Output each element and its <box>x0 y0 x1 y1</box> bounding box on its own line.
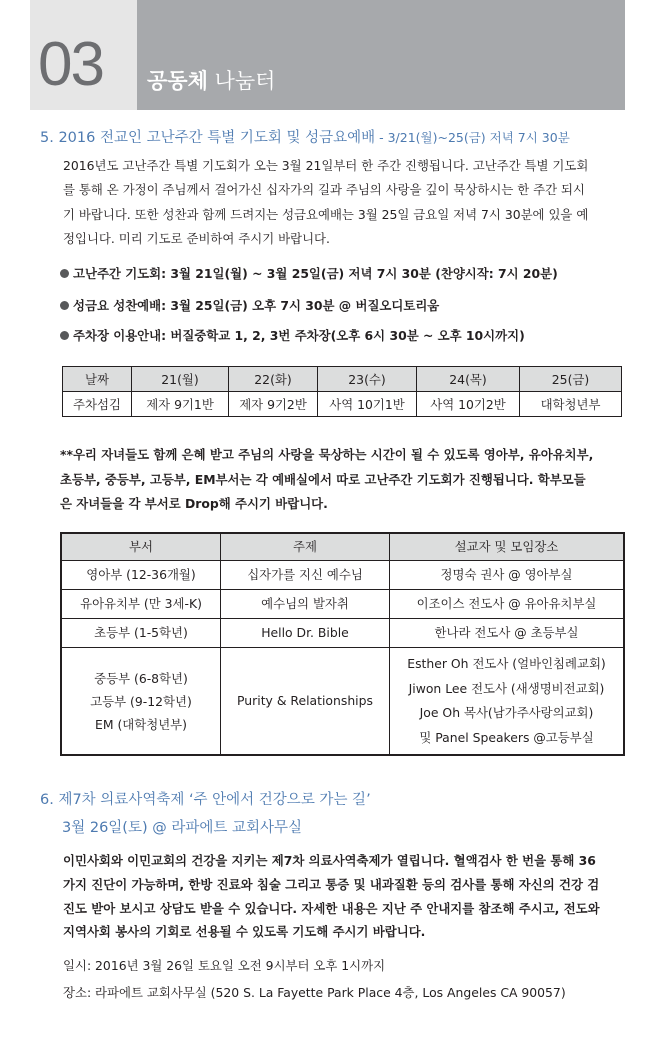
table-header-cell: 22(화) <box>229 367 318 392</box>
table-header-cell: 설교자 및 모임장소 <box>390 533 625 561</box>
paragraph-line: 진도 받아 보시고 상담도 받을 수 있습니다. 자세한 내용은 지난 주 안내지를 참조해 주시고, 전도와 <box>63 900 600 916</box>
note-line: 은 자녀들을 각 부서로 Drop해 주시기 바랍니다. <box>60 496 328 512</box>
bullet-item <box>60 297 439 315</box>
table-cell: 제자 9기1반 <box>132 392 229 417</box>
section-title <box>147 68 275 94</box>
table-header-cell: 날짜 <box>63 367 132 392</box>
bullet-dot-icon <box>60 269 69 278</box>
section-number-box <box>30 0 137 110</box>
paragraph-line: 이민사회와 이민교회의 건강을 지키는 제7차 의료사역축제가 열립니다. 혈액검사 한 번을 통해 36 <box>63 853 596 868</box>
table-cell: 영아부 (12-36개월) <box>61 561 221 590</box>
table-cell: 사역 10기1반 <box>318 392 417 417</box>
table-header-cell: 24(목) <box>417 367 520 392</box>
speaker-line: Jiwon Lee 전도사 (새생명비전교회) <box>408 680 605 696</box>
speaker-line: 및 Panel Speakers @고등부실 <box>419 729 594 745</box>
department-line: 고등부 (9-12학년) <box>90 693 192 709</box>
bullet-text: 주차장 이용안내: 버질중학교 1, 2, 3번 주차장(오후 6시 30분 ~ 오후 10시까지) <box>73 328 525 343</box>
table-cell: 예수님의 발자취 <box>221 590 390 619</box>
department-table <box>60 532 625 756</box>
paragraph-line: 지역사회 봉사의 기회로 선용될 수 있도록 기도해 주시기 바랍니다. <box>63 924 426 940</box>
table-cell: 초등부 (1-5학년) <box>61 619 221 648</box>
bullet-text: 성금요 성찬예배: 3월 25일(금) 오후 7시 30분 @ 버질오디토리움 <box>73 298 440 313</box>
section6-paragraph <box>63 849 633 944</box>
paragraph-line: 기 바랍니다. 또한 성찬과 함께 드려지는 성금요예배는 3월 25일 금요일 저녁 7시 30분에 있을 예 <box>63 206 589 222</box>
table-cell: 한나라 전도사 @ 초등부실 <box>390 619 625 648</box>
note-line: **우리 자녀들도 함께 은혜 받고 주님의 사랑을 묵상하는 시간이 될 수 있도록 영아부, 유아유치부, <box>60 447 594 462</box>
table-row <box>61 648 624 756</box>
section-title-bold: 공동체 <box>147 69 208 93</box>
section5-paragraph <box>63 154 633 252</box>
section-header <box>30 0 625 110</box>
table-cell: 십자가를 지신 예수님 <box>221 561 390 590</box>
table-header-cell: 23(수) <box>318 367 417 392</box>
department-line: EM (대학청년부) <box>95 716 187 732</box>
section6-subheading: 3월 26일(토) @ 라파에트 교회사무실 <box>62 820 303 836</box>
paragraph-line: 정입니다. 미리 기도로 준비하여 주시기 바랍니다. <box>63 231 330 247</box>
table-header-row <box>63 367 622 392</box>
table-cell: 주차섬김 <box>63 392 132 417</box>
event-datetime: 일시: 2016년 3월 26일 토요일 오전 9시부터 오후 1시까지 <box>63 958 386 973</box>
bullet-dot-icon <box>60 331 69 340</box>
table-cell: 대학청년부 <box>520 392 622 417</box>
table-header-cell: 주제 <box>221 533 390 561</box>
note-line: 초등부, 중등부, 고등부, EM부서는 각 예배실에서 따로 고난주간 기도회가 진행됩니다. 학부모들 <box>60 471 586 487</box>
section5-heading-main: 5. 2016 전교인 고난주간 특별 기도회 및 성금요예배 <box>40 130 376 146</box>
table-header-cell: 21(월) <box>132 367 229 392</box>
table-cell: 사역 10기2반 <box>417 392 520 417</box>
table-header-cell: 25(금) <box>520 367 622 392</box>
table-cell-topic: Purity & Relationships <box>221 648 390 756</box>
bullet-text: 고난주간 기도회: 3월 21일(월) ~ 3월 25일(금) 저녁 7시 30분 (찬양시작: 7시 20분) <box>73 266 558 281</box>
paragraph-line: 를 통해 온 가정이 주님께서 걸어가신 십자가의 길과 주님의 사랑을 깊이 묵상하시는 한 주간 되시 <box>63 182 585 198</box>
children-note <box>60 443 630 517</box>
section-title-light: 나눔터 <box>214 69 276 93</box>
table-row <box>61 561 624 590</box>
table-row <box>61 619 624 648</box>
table-cell: 제자 9기2반 <box>229 392 318 417</box>
bullet-item <box>60 327 525 345</box>
bullet-dot-icon <box>60 301 69 310</box>
table-header-row <box>61 533 624 561</box>
paragraph-line: 가지 진단이 가능하며, 한방 진료와 침술 그리고 통증 및 내과질환 등의 검사를 통해 자신의 건강 검 <box>63 876 600 892</box>
bullet-item <box>60 265 558 283</box>
table-header-cell: 부서 <box>61 533 221 561</box>
schedule-table <box>62 366 622 417</box>
department-line: 중등부 (6-8학년) <box>94 670 188 686</box>
table-row <box>63 392 622 417</box>
speaker-line: Esther Oh 전도사 (얼바인침례교회) <box>407 656 606 671</box>
section6-heading: 6. 제7차 의료사역축제 ‘주 안에서 건강으로 가는 길’ <box>40 792 371 808</box>
table-cell: Hello Dr. Bible <box>221 619 390 648</box>
section5-heading <box>40 128 570 148</box>
speaker-line: Joe Oh 목사(남가주사랑의교회) <box>419 705 594 720</box>
section-title-box <box>137 0 625 110</box>
table-cell-speakers <box>390 648 625 756</box>
event-location: 장소: 라파에트 교회사무실 (520 S. La Fayette Park Place 4층, Los Angeles CA 90057) <box>63 985 566 1000</box>
table-cell-departments <box>61 648 221 756</box>
table-cell: 정명숙 권사 @ 영아부실 <box>390 561 625 590</box>
section-number: 03 <box>38 30 103 99</box>
table-cell: 유아유치부 (만 3세-K) <box>61 590 221 619</box>
table-cell: 이조이스 전도사 @ 유아유치부실 <box>390 590 625 619</box>
section5-heading-sub: - 3/21(월)~25(금) 저녁 7시 30분 <box>375 130 570 145</box>
paragraph-line: 2016년도 고난주간 특별 기도회가 오는 3월 21일부터 한 주간 진행됩니다. 고난주간 특별 기도회 <box>63 158 589 173</box>
table-row <box>61 590 624 619</box>
